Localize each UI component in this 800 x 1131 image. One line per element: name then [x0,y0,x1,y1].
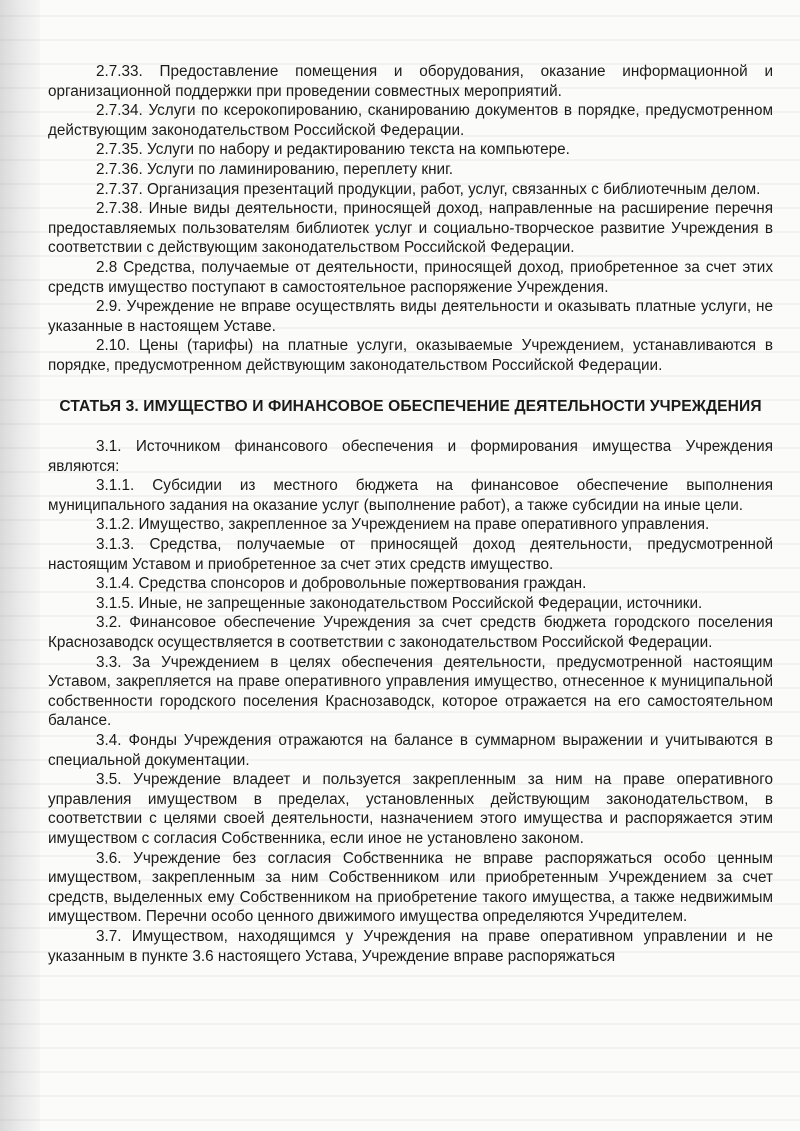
section-heading-article-3: СТАТЬЯ 3. ИМУЩЕСТВО И ФИНАНСОВОЕ ОБЕСПЕЧЕНИЕ ДЕЯТЕЛЬНОСТИ УЧРЕЖДЕНИЯ [59,397,762,415]
paragraph-2-7-37: 2.7.37. Организация презентаций продукции, работ, услуг, связанных с библиотечным делом. [96,180,761,198]
document-body [48,62,773,966]
paragraph-3-1: 3.1. Источником финансового обеспечения и формирования имущества Учреждения являются: [48,438,773,475]
paragraph-3-6: 3.6. Учреждение без согласия Собственника не вправе распоряжаться особо ценным имуществом, закрепленным за ним Собственником или приобретенным Учреждением за счет средств, выделенных ему Собственником на приобретение такого имущества, а также недвижимым имуществом. Перечни особо ценного движимого имущества определяются Учредителем. [48,849,773,926]
paragraph-3-1-5: 3.1.5. Иные, не запрещенные законодательством Российской Федерации, источники. [96,594,703,612]
paragraph-2-9: 2.9. Учреждение не вправе осуществлять виды деятельности и оказывать платные услуги, не указанные в настоящем Уставе. [48,298,773,335]
paragraph-3-1-3: 3.1.3. Средства, получаемые от приносящей доход деятельности, предусмотренной настоящим Уставом и приобретенное за счет этих средств имущество. [48,536,773,573]
paragraph-3-2: 3.2. Финансовое обеспечение Учреждения за счет средств бюджета городского поселения Краснозаводск осуществляется в соответствии с законодательством Российской Федерации. [48,614,773,652]
paragraph-3-3: 3.3. За Учреждением в целях обеспечения деятельности, предусмотренной настоящим Уставом, закрепляется на праве оперативного управления имущество, отнесенное к муниципальной собственности городского поселения Краснозаводск, которое отражается на его самостоятельном балансе. [48,653,773,730]
paragraph-3-1-2: 3.1.2. Имущество, закрепленное за Учреждением на праве оперативного управления. [96,516,710,534]
paragraph-2-7-38: 2.7.38. Иные виды деятельности, приносящей доход, направленные на расширение перечня предоставляемых пользователям библиотек услуг и социально-творческое развитие Учреждения в соответствии с действующим законодательством Российской Федерации. [48,200,773,257]
paragraph-3-7: 3.7. Имуществом, находящимся у Учреждения на праве оперативном управлении и не указанным в пункте 3.6 настоящего Устава, Учреждение вправе распоряжаться [48,927,773,965]
paragraph-2-10: 2.10. Цены (тарифы) на платные услуги, оказываемые Учреждением, устанавливаются в порядке, предусмотренном действующим законодательством Российской Федерации. [48,337,773,374]
paragraph-2-7-35: 2.7.35. Услуги по набору и редактированию текста на компьютере. [96,141,570,159]
paragraph-2-8: 2.8 Средства, получаемые от деятельности, приносящей доход, приобретенное за счет этих средств имущество поступают в самостоятельное распоряжение Учреждения. [48,258,773,296]
paragraph-2-7-33: 2.7.33. Предоставление помещения и оборудования, оказание информационной и организационной поддержки при проведении совместных мероприятий. [48,63,773,100]
paragraph-2-7-34: 2.7.34. Услуги по ксерокопированию, сканированию документов в порядке, предусмотренном действующим законодательством Российской Федерации. [48,102,773,139]
paragraph-3-1-4: 3.1.4. Средства спонсоров и добровольные пожертвования граждан. [96,575,587,593]
paragraph-3-5: 3.5. Учреждение владеет и пользуется закрепленным за ним на праве оперативного управления имуществом в пределах, установленных действующим законодательством, в соответствии с целями своей деятельности, назначением этого имущества и распоряжается этим имуществом с согласия Собственника, если иное не установлено законом. [48,771,773,847]
binding-shadow [0,0,40,1131]
paragraph-3-1-1: 3.1.1. Субсидии из местного бюджета на финансовое обеспечение выполнения муниципального задания на оказание услуг (выполнение работ), а также субсидии на иные цели. [48,477,773,514]
paragraph-2-7-36: 2.7.36. Услуги по ламинированию, переплету книг. [96,160,454,178]
paragraph-3-4: 3.4. Фонды Учреждения отражаются на балансе в суммарном выражении и учитываются в специальной документации. [48,732,773,769]
